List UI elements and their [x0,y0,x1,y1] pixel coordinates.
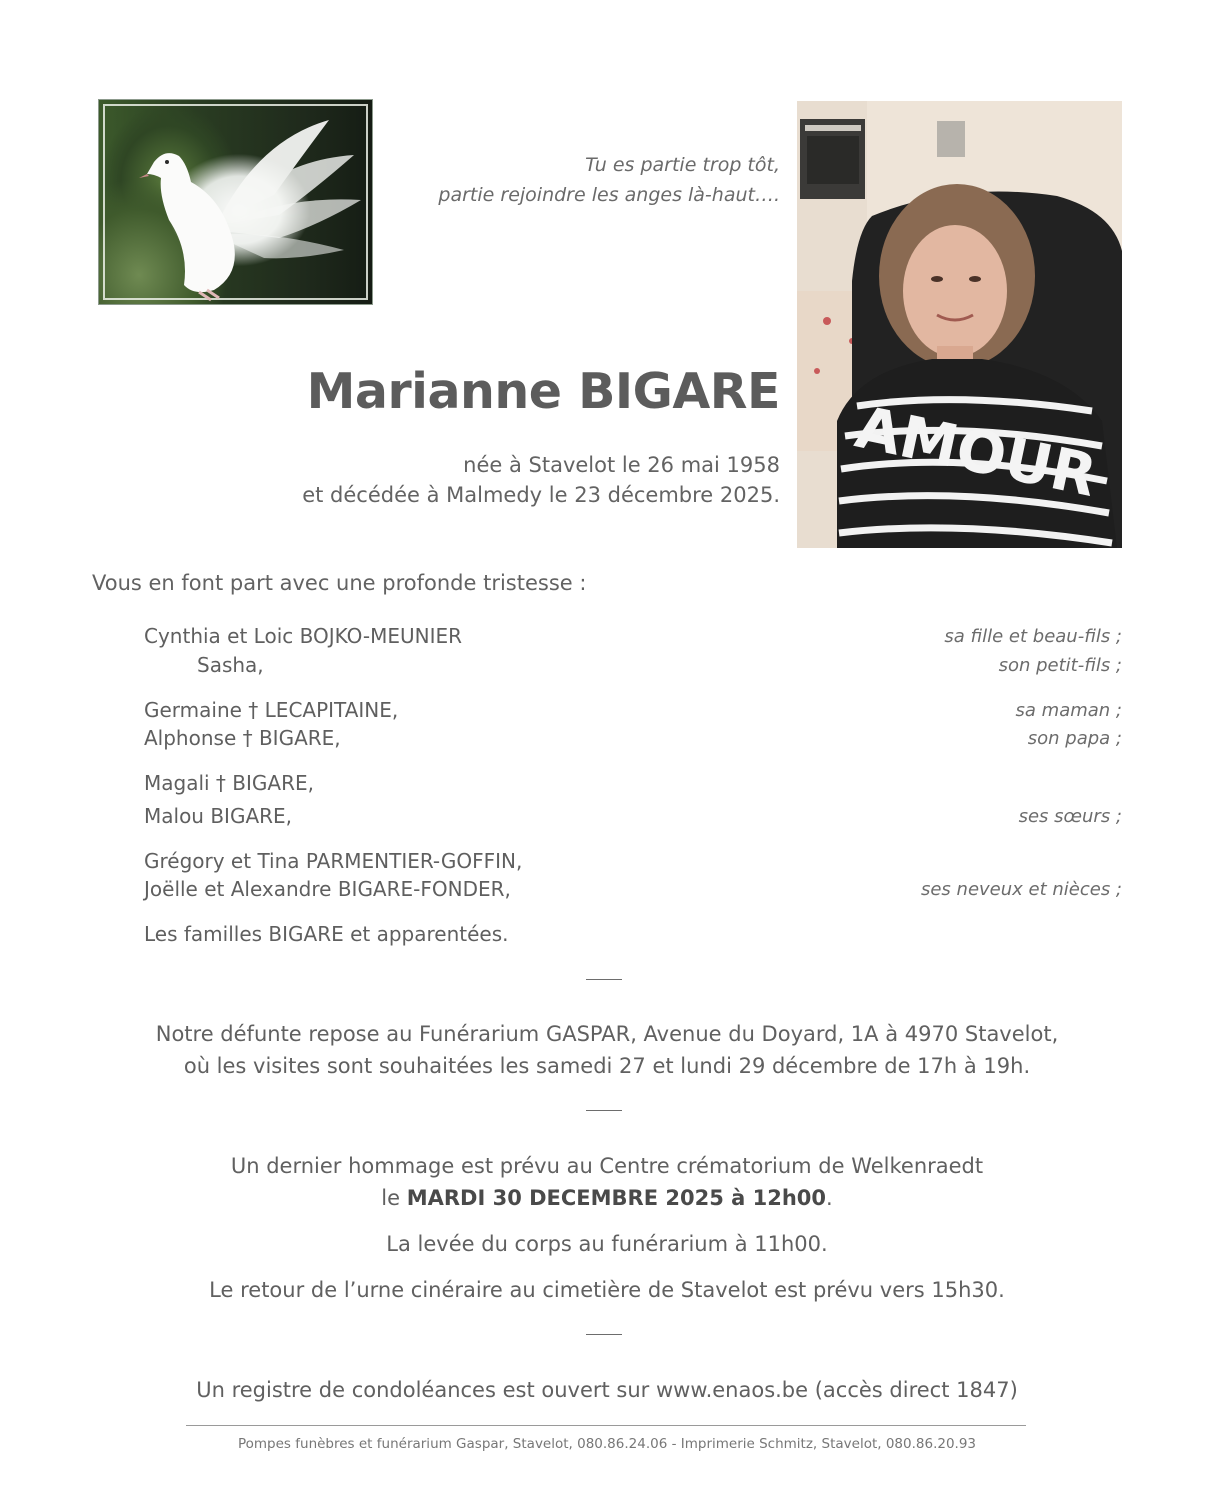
family-name: Grégory et Tina PARMENTIER-GOFFIN, [144,849,523,873]
quote-line-2: partie rejoindre les anges là-haut…. [438,184,780,206]
family-name: Sasha, [197,653,264,677]
separator [586,1334,622,1335]
visit-line-1: Notre défunte repose au Funérarium GASPAR, Avenue du Doyard, 1A à 4970 Stavelot, [155,1022,1059,1046]
family-name: Joëlle et Alexandre BIGARE-FONDER, [144,877,511,901]
urn-return-line: Le retour de l’urne cinéraire au cimetière de Stavelot est prévu vers 15h30. [209,1278,1005,1302]
levee-line: La levée du corps au funérarium à 11h00. [386,1232,828,1256]
family-relation: son papa ; [1027,728,1122,749]
family-name: Germaine † LECAPITAINE, [144,698,399,722]
birth-line: née à Stavelot le 26 mai 1958 [463,453,780,477]
quote-line-1: Tu es partie trop tôt, [585,154,780,176]
portrait-illustration [797,101,1122,548]
separator [586,1110,622,1111]
ceremony-date-suffix: . [826,1186,833,1210]
intro-text: Vous en font part avec une profonde tristesse : [92,571,587,595]
footer-credits: Pompes funèbres et funérarium Gaspar, Stavelot, 080.86.24.06 - Imprimerie Schmitz, Stavelot, 080.86.20.93 [237,1436,977,1452]
death-line: et décédée à Malmedy le 23 décembre 2025. [302,483,780,507]
portrait-photo [797,101,1122,548]
sweater-text: AMOUR [849,392,1103,511]
ceremony-line-2 [0,1186,1214,1210]
family-relation: sa maman ; [1015,700,1122,721]
ceremony-date: MARDI 30 DECEMBRE 2025 à 12h00 [406,1186,827,1210]
condolence-registry: Un registre de condoléances est ouvert sur www.enaos.be (accès direct 1847) [196,1378,1018,1402]
family-name: Malou BIGARE, [144,804,293,828]
separator [586,979,622,980]
ceremony-date-prefix: le [381,1186,407,1210]
family-relation: sa fille et beau-fils ; [944,626,1122,647]
deceased-name: Marianne BIGARE [306,363,780,420]
family-name: Magali † BIGARE, [144,771,314,795]
ceremony-line-1: Un dernier hommage est prévu au Centre crématorium de Welkenraedt [230,1154,984,1178]
family-name: Les familles BIGARE et apparentées. [144,922,509,946]
family-relation: ses neveux et nièces ; [920,879,1122,900]
footer-rule [186,1425,1026,1426]
visit-line-2: où les visites sont souhaitées les samedi 27 et lundi 29 décembre de 17h à 19h. [183,1054,1031,1078]
family-name: Cynthia et Loic BOJKO-MEUNIER [144,624,463,648]
dove-image [98,99,373,305]
family-relation: ses sœurs ; [1018,806,1122,827]
dove-icon [99,100,372,304]
family-relation: son petit-fils ; [998,655,1122,676]
family-name: Alphonse † BIGARE, [144,726,341,750]
